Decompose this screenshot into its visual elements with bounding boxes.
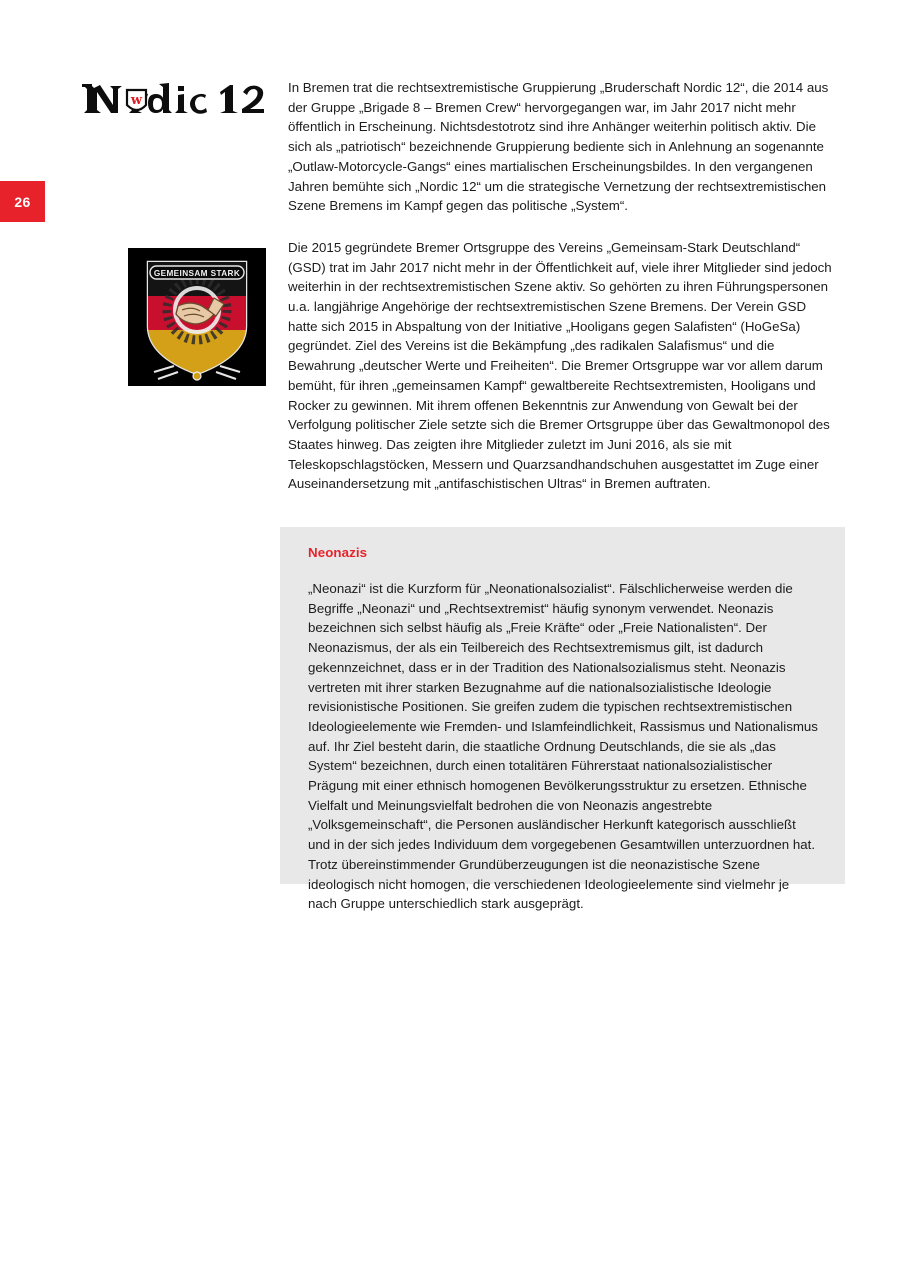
svg-text:w: w (130, 93, 143, 108)
info-box-neonazis (280, 527, 845, 912)
page-number-tab: 26 (0, 181, 45, 222)
gsd-banner (150, 266, 244, 279)
nordic-12-logo (80, 78, 272, 120)
info-box-body: „Neonazi“ ist die Kurzform für „Neonationalsozialist“. Fälschlicherweise werden die Begriffe „Neonazi“ und „Rechtsextremist“ häufig synonym verwendet. Neonazis bezeichnen sich selbst häufig als „Freie Kräfte“ oder „Freie Nationalisten“. Der Neonazismus, der als ein Teilbereich des Rechtsextremismus gilt, ist dadurch gekennzeichnet, dass er in der Tradition des Nationalsozialismus steht. Neonazis vertreten mit ihrer starken Bezugnahme auf die nationalsozialistische Ideologie revisionistische Positionen. Sie greifen zudem die typischen rechtsextremistischen Ideologieelemente wie Fremden- und Islamfeindlichkeit, Rassismus und Nationalismus auf. Ihr Ziel besteht darin, die staatliche Ordnung Deutschlands, die sie als „das System“ bezeichnen, durch einen totalitären Führerstaat nationalsozialistischer Prägung mit einer ethnisch homogenen Bevölkerungsstruktur zu ersetzen. Ethnische Vielfalt und Meinungsvielfalt bedrohen die von Neonazis angestrebte „Volksgemeinschaft“, die Personen ausländischer Herkunft kategorisch ausschließt und in der sich jedes Individuum dem vorgegebenen Gesamtwillen unterzuordnen hat. Trotz übereinstimmender Grundüberzeugungen ist die neonazistische Szene ideologisch nicht homogen, die verschiedenen Ideologieelemente sind vielmehr je nach Gruppe unterschiedlich stark ausgeprägt. (308, 581, 818, 912)
paragraph-nordic-12: In Bremen trat die rechtsextremistische Gruppierung „Bruderschaft Nordic 12“, die 2014 aus der Gruppe „Brigade 8 – Bremen Crew“ hervorgegangen war, im Jahr 2017 nicht mehr öffentlich in Erscheinung. Nichtsdestotrotz sind ihre Anhänger weiterhin politisch aktiv. Die sich als „patriotisch“ bezeichnende Gruppierung bediente sich in Anlehnung an sogenannte „Outlaw-Motorcycle-Gangs“ eines martialischen Erscheinungsbildes. In den vergangenen Jahren bemühte sich „Nordic 12“ um die strategische Vernetzung der rechtsextremistischen Szene Bremens im Kampf gegen das politische „System“. (288, 80, 829, 214)
info-box-title: Neonazis (308, 545, 368, 560)
nordic-shield-icon (127, 90, 146, 110)
body-text-column (288, 78, 836, 494)
gemeinsam-stark-emblem (128, 248, 266, 386)
svg-text:GEMEINSAM STARK: GEMEINSAM STARK (153, 269, 241, 278)
paragraph-gemeinsam-stark: Die 2015 gegründete Bremer Ortsgruppe des Vereins „Gemeinsam-Stark Deutschland“ (GSD) trat im Jahr 2017 nicht mehr in der Öffentlichkeit auf, viele ihrer Mitglieder sind jedoch weiterhin in der rechtsextremistischen Szene aktiv. So gehörten zu ihren Führungspersonen u.a. langjährige Angehörige der rechtsextremistischen Szene Bremens. Der Verein GSD hatte sich 2015 in Abspaltung von der Initiative „Hooligans gegen Salafisten“ (HoGeSa) gegründet. Ziel des Vereins ist die Bekämpfung „des radikalen Salafismus“ und die Bewahrung „deutscher Werte und Freiheiten“. Die Bremer Ortsgruppe war vor allem darum bemüht, für ihren „gemeinsamen Kampf“ gewaltbereite Rechtsextremisten, Hooligans und Rocker zu gewinnen. Mit ihrem offenen Bekenntnis zur Anwendung von Gewalt bei der Verfolgung politischer Ziele setzte sich die Bremer Ortsgruppe über das Gewaltmonopol des Staates hinweg. Das zeigten ihre Mitglieder zuletzt im Juni 2016, als sie mit Teleskopschlagstöcken, Messern und Quarzsandhandschuhen ausgestattet im Zuge einer Auseinandersetzung mit „antifaschistischen Ultras“ in Bremen auftraten. (288, 239, 832, 492)
